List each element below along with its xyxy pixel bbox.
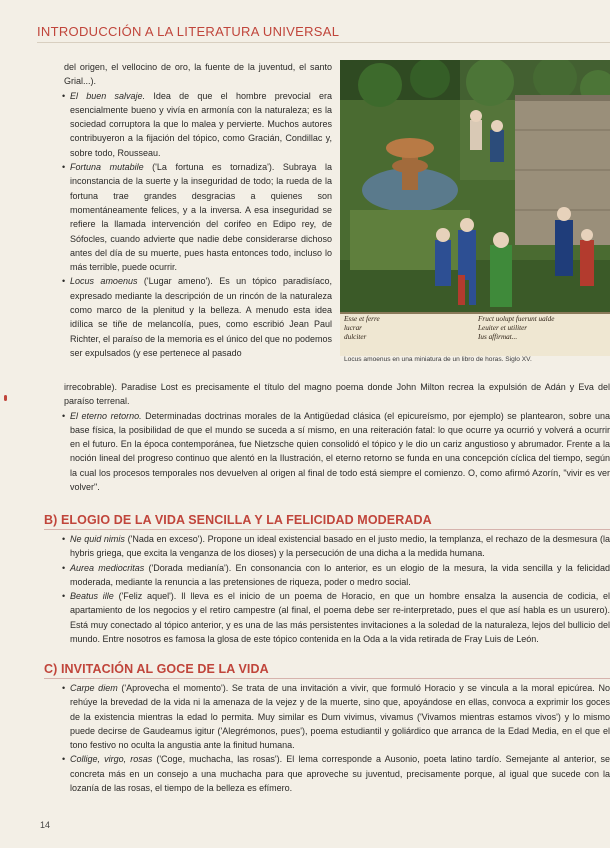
- locus-continuation: irrecobrable). Paradise Lost es precisamente el título del magno poema donde John Milton recrea la expulsión de Adán y Eva del paraíso terrenal.: [64, 382, 610, 407]
- topic-buen-salvaje: [64, 89, 332, 160]
- miniature-inscription-right: [478, 315, 608, 342]
- section-b-body: [64, 532, 610, 646]
- section-c-heading: [44, 662, 269, 676]
- topic-term: Fortuna mutabile: [70, 162, 144, 173]
- topic-eterno-retorno: [64, 409, 610, 495]
- margin-mark: [4, 395, 7, 401]
- miniature-inscription-left: [344, 315, 464, 342]
- topic-text: ('Aprovecha el momento'). Se trata de una invitación a vivir, que formuló Horacio y se vincula a la moral epicúrea. No rehúye la brevedad de la vida ni la amenaza de la vejez y de la muerte, sino que, apoyándose en ellas, convoca a exprimir los goces de la existencia mientras la edad lo permita. Muy similar es Dum vivimus, vivamus ('Vivamos mientras estamos vivos') y lo mismo puede decirse de Gaudeamus igitur ('Alegrémonos, pues'), poema estudiantil y goliárdico que arranca de la Edad Media, en el que el tono festivo no oculta la angustia ante la finitud humana.: [70, 683, 610, 751]
- topic-beatus-ille: [64, 589, 610, 646]
- garden-miniature-image: [340, 60, 610, 356]
- topic-term: Collige, virgo, rosas: [70, 754, 153, 765]
- inscription-line: Leuiter et utiliter: [478, 324, 528, 332]
- inscription-line: Esse et ferre: [344, 315, 380, 323]
- topic-term: Carpe diem: [70, 683, 118, 693]
- section-c-rule: [44, 678, 610, 679]
- intro-fragment: del origen, el vellocino de oro, la fuente de la juventud, el santo Grial...).: [64, 62, 332, 87]
- section-b-rule: [44, 529, 610, 530]
- section-c-title: C) INVITACIÓN AL GOCE DE LA VIDA: [44, 662, 269, 676]
- inscription-line: Fruct uolupt fuerunt ualde: [478, 315, 555, 323]
- topic-term: El buen salvaje.: [70, 90, 146, 101]
- section-b-heading: [44, 513, 432, 527]
- running-head: [0, 0, 610, 44]
- topic-fortuna: [64, 160, 332, 274]
- topic-locus-amoenus: [64, 274, 332, 360]
- topic-text: ('Feliz aquel'). Il lleva es el inicio de un poema de Horacio, en que un hombre ensalza la ausencia de codicia, el apartamiento de los negocios y el retiro campestre (al final, el poema debe ser re-interpretado, pues el que así habla es un usurero). Está muy conectado al tópico anterior, y es una de las más persistentes invitaciones a la soledad de la naturaleza, lejos del bullicio del mundo. Entre nosotros es famosa la glosa de este tópico contenida en la Oda a la vida retirada de Fray Luis de León.: [70, 591, 610, 645]
- running-head-title: INTRODUCCIÓN A LA LITERATURA UNIVERSAL: [37, 24, 340, 39]
- topic-text: ('Dorada medianía'). En consonancia con lo anterior, es un elogio de la mesura, la vida sencilla y la felicidad moderada, mediante la renuncia a las pretensiones de riqueza, poder o medro social.: [70, 562, 610, 587]
- topic-collige-virgo: [64, 752, 610, 795]
- inscription-line: Ius affirmat...: [478, 333, 518, 341]
- section-b-title: B) ELOGIO DE LA VIDA SENCILLA Y LA FELICIDAD MODERADA: [44, 513, 432, 527]
- topic-text: ('Coge, muchacha, las rosas'). El lema corresponde a Ausonio, poeta latino tardío. Semejante al anterior, se concreta más en un consejo a una muchacha para que aproveche su juventud, precisamente porque, al igual que sucede con la lozanía de las rosas, el tiempo de la belleza es efímero.: [70, 754, 610, 794]
- topic-term: Beatus ille: [70, 591, 114, 602]
- topic-term: El eterno retorno.: [70, 410, 142, 421]
- topic-carpe-diem: [64, 681, 610, 752]
- section-c-body: [64, 681, 610, 795]
- page-number: 14: [40, 820, 51, 830]
- topic-aurea-mediocritas: [64, 561, 610, 590]
- inscription-line: dulciter: [344, 333, 367, 341]
- topic-term: Aurea mediocritas: [70, 562, 145, 573]
- topic-text: ('La fortuna es tornadiza'). Subraya la inconstancia de la suerte y la inseguridad de todo; la rueda de la fortuna trae grandes desgracias a quienes son momentáneamente felices, y a la inversa. A esa inseguridad se refiere la llamada intervención del corifeo en Edipo rey, de Sófocles, cuando advierte que nadie debe considerarse dichoso antes del día de su muerte, pues hasta entonces todo, incluso lo más terrible, puede ocurrir.: [70, 162, 332, 273]
- topic-ne-quid-nimis: [64, 532, 610, 561]
- left-column: [64, 60, 332, 360]
- topic-text: Idea de que el hombre prevocial era esencialmente bueno y vivía en armonía con la naturaleza; es la sociedad corruptora la que lo malea y pervierte. Muchos autores contribuyeron a la fijación del tópico, como Gracián, Condillac y, sobre todo, Rousseau.: [70, 90, 333, 158]
- figure-caption: Locus amoenus en una miniatura de un libro de horas. Siglo XV.: [344, 356, 532, 363]
- topic-term: Locus amoenus: [70, 276, 138, 287]
- miniature-illustration: [340, 60, 610, 356]
- topic-text: ('Nada en exceso'). Propone un ideal existencial basado en el justo medio, la templanza, el rechazo de la desmesura (la hybris griega, que excita la venganza de los dioses) y la persecución de una dicha a la medida humana.: [70, 534, 610, 559]
- inscription-line: lucrar: [344, 324, 362, 332]
- header-rule: [37, 42, 610, 43]
- topic-text: ('Lugar ameno'). Es un tópico paradisíaco, expresado mediante la descripción de un rincón de la naturaleza como marco de la plenitud y la belleza. A menudo esta idea idílica se tiñe de melancolía, pues, como escribió Jean Paul Richter, el paraíso de la memoria es el único del que no podemos ser expulsados (y ese pertenece al pasado: [70, 276, 333, 358]
- wide-block-a: [64, 380, 610, 494]
- topic-text: Determinadas doctrinas morales de la Antigüedad clásica (el epicureísmo, por ejemplo) se plantearon, sobre una base física, la posibilidad de que el mundo se suceda a sí mismo, en una reiteración fatal: lo que ocurre ya ocurrió y volverá a ocurrir en el futuro. En la época contemporánea, fue Nietzsche quien consolidó el tópico y le dio un cariz angustioso y abrumador. Frente a la noción lineal del progreso continuo que alentó en la Ilustración, el eterno retorno se funda en una concepción cíclica del tiempo, según la cual los procesos temporales nos devuelven al origen al final de todo está siempre el comienzo. O, como afirmó Azorín, "vivir es ver volver".: [70, 410, 610, 493]
- topic-term: Ne quid nimis: [70, 534, 125, 544]
